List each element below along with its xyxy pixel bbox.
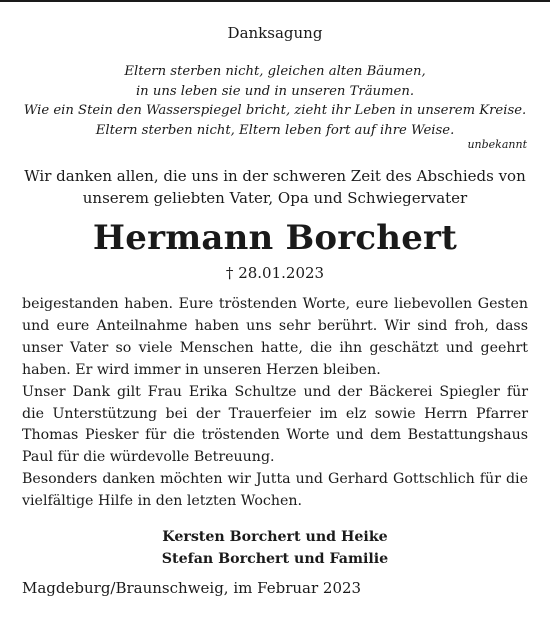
poem-line: in uns leben sie und in unseren Träumen. <box>135 83 415 99</box>
notice-heading: Danksagung <box>227 24 323 42</box>
body-paragraph: Unser Dank gilt Frau Erika Schultze und der Bäckerei Spiegler für die Unterstützung bei der Trauerfeier im elz sowie Herrn Pfarrer Thomas Piesker für die tröstenden Worte und dem Bestattungshaus Paul für die würdevolle Betreuung. <box>22 383 528 466</box>
poem-author: unbekannt <box>467 138 527 151</box>
body-paragraph: Besonders danken möchten wir Jutta und Gerhard Gottschlich für die vielfältige Hilfe in den letzten Wochen. <box>22 471 528 510</box>
signature-line: Stefan Borchert und Familie <box>161 551 389 567</box>
signature-line: Kersten Borchert und Heike <box>162 529 388 545</box>
poem-line: Eltern sterben nicht, gleichen alten Bäumen, <box>124 64 426 79</box>
signatures <box>0 526 550 570</box>
place-and-date: Magdeburg/Braunschweig, im Februar 2023 <box>22 579 362 597</box>
poem-line: Eltern sterben nicht, Eltern leben fort auf ihre Weise. <box>95 122 455 138</box>
poem <box>0 62 550 140</box>
poem-line: Wie ein Stein den Wasserspiegel bricht, zieht ihr Leben in unserem Kreise. <box>23 103 527 118</box>
body-text <box>22 294 528 513</box>
intro-text: Wir danken allen, die uns in der schweren Zeit des Abschieds von unserem geliebten Vater, Opa und Schwiegervater <box>24 167 526 207</box>
deceased-name: Hermann Borchert <box>92 218 458 258</box>
death-date: † 28.01.2023 <box>225 264 325 282</box>
body-paragraph: beigestanden haben. Eure tröstenden Worte, eure liebevollen Gesten und eure Anteilnahme haben uns sehr berührt. Wir sind froh, dass unser Vater so viele Menschen hatte, die ihn geschätzt und geehrt haben. Er wird immer in unseren Herzen bleiben. <box>22 296 528 378</box>
